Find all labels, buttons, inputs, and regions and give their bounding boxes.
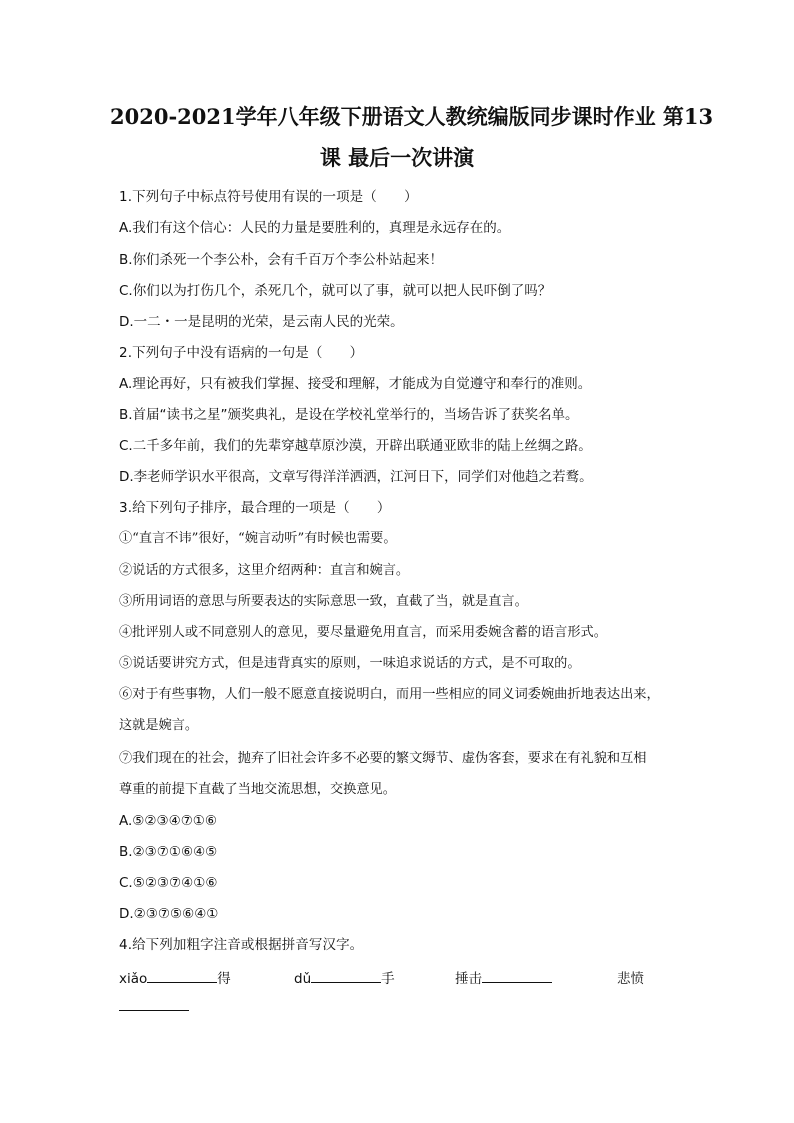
question-4-item-4-prefix: 悲愤 [617, 971, 644, 987]
question-2-option-c: C.二千多年前，我们的先辈穿越草原沙漠，开辟出联通亚欧非的陆上丝绸之路。 [119, 438, 592, 454]
question-2-option-d: D.李老师学识水平很高，文章写得洋洋洒洒，江河日下，同学们对他趋之若鹜。 [119, 469, 593, 485]
question-3-sentence-3: ③所用词语的意思与所要表达的实际意思一致，直截了当，就是直言。 [119, 594, 528, 609]
question-4-stem: 4.给下列加粗字注音或根据拼音写汉字。 [119, 937, 364, 953]
answer-blank[interactable] [147, 970, 217, 983]
question-3-option-a: A.⑤②③④⑦①⑥ [119, 813, 218, 829]
question-4-item-2-prefix: dǔ [294, 971, 312, 987]
document-title-line-2: 课 最后一次讲演 [319, 145, 475, 170]
question-3-sentence-6: ⑥对于有些事物，人们一般不愿意直接说明白，而用一些相应的同义词委婉曲折地表达出来， [119, 687, 660, 702]
answer-blank[interactable] [482, 970, 552, 983]
question-3-stem: 3.给下列句子排序，最合理的一项是（ ） [119, 500, 391, 516]
question-3-sentence-5: ⑤说话要讲究方式，但是违背真实的原则，一味追求说话的方式，是不可取的。 [119, 656, 581, 671]
answer-blank[interactable] [119, 998, 189, 1011]
question-3-sentence-2: ②说话的方式很多，这里介绍两种：直言和婉言。 [119, 563, 410, 578]
question-3-sentence-4: ④批评别人或不同意别人的意见，要尽量避免用直言，而采用委婉含蓄的语言形式。 [119, 625, 607, 640]
question-3-sentence-1: ①“直言不讳”很好，“婉言动听”有时候也需要。 [119, 531, 397, 546]
question-3-sentence-6-cont: 这就是婉言。 [119, 718, 199, 733]
question-3-option-c: C.⑤②③⑦④①⑥ [119, 875, 218, 891]
question-1-option-d: D.一二・一是昆明的光荣，是云南人民的光荣。 [119, 314, 404, 330]
document-title-line-1: 2020-2021学年八年级下册语文人教统编版同步课时作业 第13 [110, 104, 714, 129]
question-1-option-a: A.我们有这个信心：人民的力量是要胜利的，真理是永远存在的。 [119, 220, 511, 236]
question-1-option-b: B.你们杀死一个李公朴，会有千百万个李公朴站起来！ [119, 252, 444, 268]
question-3-option-d: D.②③⑦⑤⑥④① [119, 906, 219, 922]
question-2-stem: 2.下列句子中没有语病的一句是（ ） [119, 345, 364, 361]
question-2-option-b: B.首届“读书之星”颁奖典礼，是设在学校礼堂举行的，当场告诉了获奖名单。 [119, 407, 579, 423]
question-4-item-4 [617, 967, 644, 987]
question-3-option-b: B.②③⑦①⑥④⑤ [119, 844, 218, 860]
question-4-item-2-suffix: 手 [381, 971, 395, 987]
question-1-stem: 1.下列句子中标点符号使用有误的一项是（ ） [119, 189, 418, 205]
question-3-sentence-7: ⑦我们现在的社会，抛弃了旧社会许多不必要的繁文缛节、虚伪客套，要求在有礼貌和互相 [119, 751, 647, 766]
question-3-sentence-7-cont: 尊重的前提下直截了当地交流思想，交换意见。 [119, 782, 396, 797]
question-4-item-3-prefix: 捶击 [455, 971, 482, 987]
question-4-item-4-blank-line [119, 998, 189, 1015]
question-4-item-1-suffix: 得 [217, 971, 231, 987]
answer-blank[interactable] [311, 970, 381, 983]
question-2-option-a: A.理论再好，只有被我们掌握、接受和理解，才能成为自觉遵守和奉行的准则。 [119, 376, 592, 392]
question-4-item-1-prefix: xiǎo [119, 971, 148, 987]
question-4-item-2 [294, 967, 395, 987]
question-4-item-1 [119, 967, 231, 987]
question-1-option-c: C.你们以为打伤几个，杀死几个，就可以了事，就可以把人民吓倒了吗？ [119, 283, 552, 299]
question-4-item-3 [455, 967, 552, 987]
